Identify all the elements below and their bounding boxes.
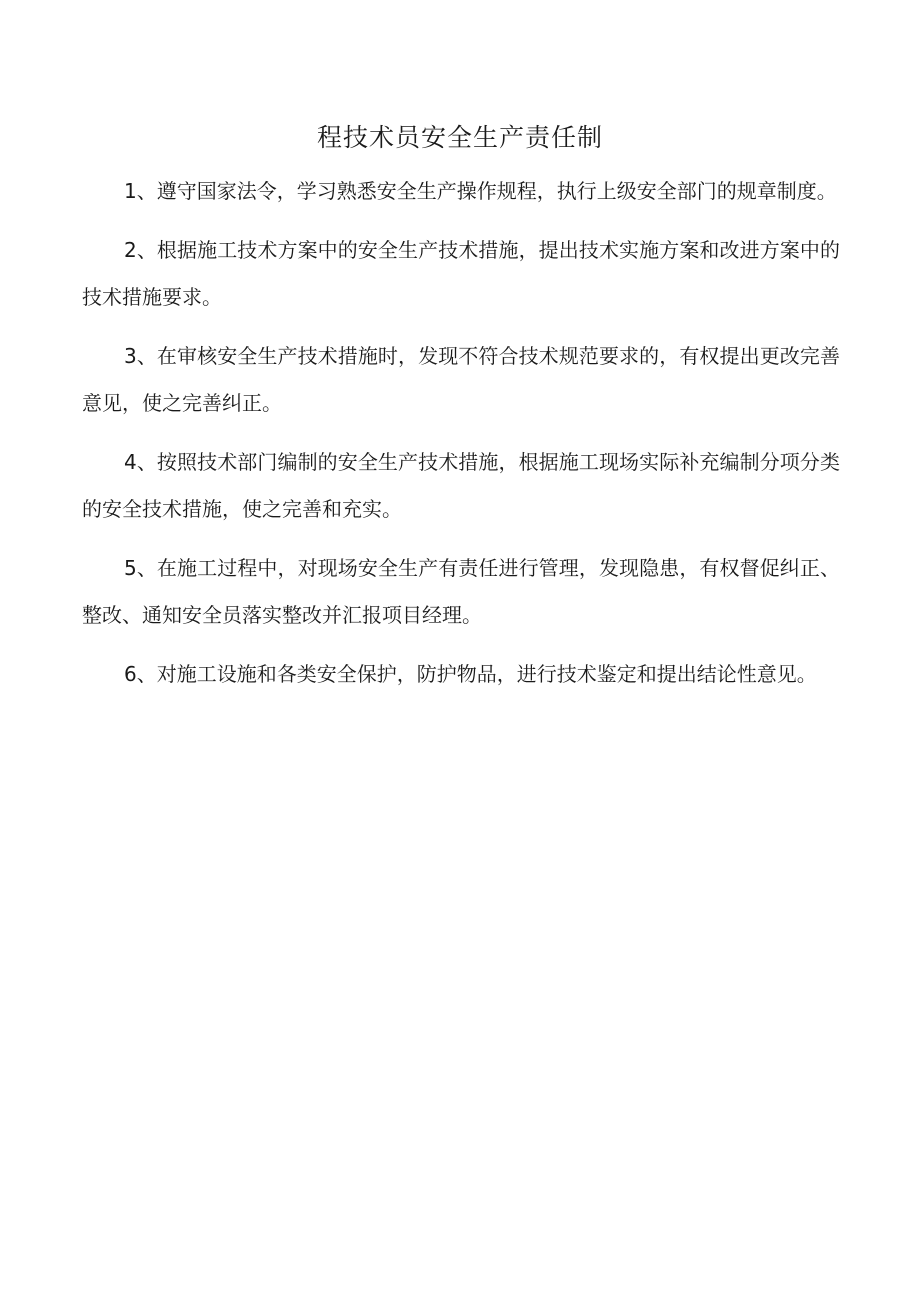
clause-6: 6、对施工设施和各类安全保护，防护物品，进行技术鉴定和提出结论性意见。 [124,662,817,686]
document-body [82,168,840,710]
clause-5: 5、在施工过程中，对现场安全生产有责任进行管理，发现隐患，有权督促纠正、整改、通知安全员落实整改并汇报项目经理。 [82,556,840,627]
document-title: 程技术员安全生产责任制 [316,123,603,152]
clause-1: 1、遵守国家法令，学习熟悉安全生产操作规程，执行上级安全部门的规章制度。 [124,179,837,203]
clause-2: 2、根据施工技术方案中的安全生产技术措施，提出技术实施方案和改进方案中的技术措施要求。 [82,238,840,309]
clause-4: 4、按照技术部门编制的安全生产技术措施，根据施工现场实际补充编制分项分类的安全技术措施，使之完善和充实。 [82,450,840,521]
clause-3: 3、在审核安全生产技术措施时，发现不符合技术规范要求的，有权提出更改完善意见，使之完善纠正。 [82,344,840,415]
